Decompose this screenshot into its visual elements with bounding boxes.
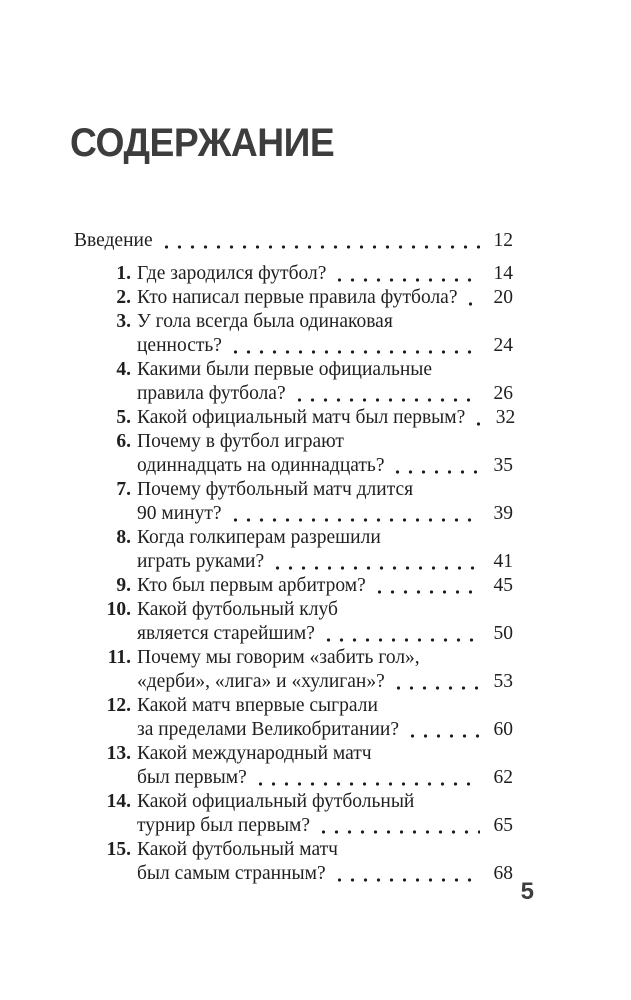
toc-entry-page-number: 24 — [493, 335, 513, 356]
toc-entry-line — [137, 742, 513, 766]
toc-entry-line — [137, 718, 513, 742]
toc-entry-body — [137, 574, 513, 598]
toc-entry-text: правила футбола? — [137, 383, 286, 404]
toc-entry-line — [137, 598, 513, 622]
toc-entry-number: 7. — [116, 479, 131, 500]
toc-entry — [74, 742, 513, 790]
dot-leader — [472, 422, 482, 426]
toc-entry-text: был первым? — [137, 767, 247, 788]
toc-entry-text: «дерби», «лига» и «хулиган»? — [137, 671, 385, 692]
toc-entry — [74, 526, 513, 574]
toc-entry-body — [137, 310, 513, 358]
toc-entry-number: 1. — [116, 263, 131, 284]
toc-entry-page-number: 62 — [493, 767, 513, 788]
toc-entry-body — [137, 430, 513, 478]
toc-entry-number: 5. — [116, 407, 131, 428]
toc-entry-number: 15. — [106, 839, 131, 860]
toc-entry — [74, 430, 513, 478]
toc-entry-line — [137, 358, 513, 382]
toc-entry-number: 3. — [116, 311, 131, 332]
dot-leader — [271, 566, 480, 570]
toc-entry-text: играть руками? — [137, 551, 265, 572]
toc-entry — [74, 646, 513, 694]
toc-entry-page-number: 14 — [493, 263, 513, 284]
toc-entry-body — [137, 646, 513, 694]
toc-entry-body — [137, 598, 513, 646]
dot-leader — [254, 782, 480, 786]
toc-entry-text: является старейшим? — [137, 623, 315, 644]
toc-entry-text: Какой международный матч — [137, 743, 372, 764]
toc-entry-number: 14. — [106, 791, 131, 812]
toc-entry-line — [137, 334, 513, 358]
dot-leader — [317, 830, 480, 834]
toc-entry-line — [137, 622, 513, 646]
dot-leader — [373, 590, 480, 594]
toc-entry-body — [137, 478, 513, 526]
toc-entry-line — [137, 646, 513, 670]
dot-leader — [229, 350, 480, 354]
toc-entry-line — [137, 814, 513, 838]
dot-leader — [229, 518, 480, 522]
toc-entry-page-number: 65 — [493, 815, 513, 836]
toc-entry-text: Какой официальный футбольный — [137, 791, 415, 812]
toc-entry-body — [137, 262, 513, 286]
toc-entry-line — [137, 526, 513, 550]
toc-entry-body — [137, 790, 513, 838]
toc-entry — [74, 286, 513, 310]
dot-leader — [391, 470, 480, 474]
dot-leader — [333, 278, 480, 282]
toc-entry-text: Кто был первым арбитром? — [137, 575, 366, 596]
toc-entry — [74, 694, 513, 742]
toc-entry-line — [137, 766, 513, 790]
toc-entries — [74, 262, 516, 886]
toc-entry-text: турнир был первым? — [137, 815, 311, 836]
toc-entry-page-number: 45 — [493, 575, 513, 596]
toc-entry-line — [137, 478, 513, 502]
dot-leader — [160, 245, 480, 249]
toc-entry-line — [137, 790, 513, 814]
toc-entry-page-number: 50 — [493, 623, 513, 644]
dot-leader — [333, 878, 480, 882]
toc-intro-page-number: 12 — [493, 230, 513, 251]
toc-entry-line — [137, 550, 513, 574]
toc-entry-line — [137, 862, 513, 886]
toc-entry-body — [137, 286, 513, 310]
toc-entry-text: Где зародился футбол? — [137, 263, 327, 284]
dot-leader — [464, 302, 480, 306]
toc-entry-body — [137, 526, 513, 574]
toc-entry-number: 9. — [116, 575, 131, 596]
toc-entry-number: 12. — [106, 695, 131, 716]
toc-entry-page-number: 53 — [493, 671, 513, 692]
toc-entry-text: Почему в футбол играют — [137, 431, 344, 452]
toc-entry-number: 2. — [116, 287, 131, 308]
toc-entry — [74, 358, 513, 406]
toc-intro-label: Введение — [74, 230, 153, 251]
toc-entry-page-number: 39 — [493, 503, 513, 524]
toc-entry-page-number: 26 — [493, 383, 513, 404]
toc-entry-text: Какой футбольный матч — [137, 839, 338, 860]
toc-entry-text: Почему мы говорим «забить гол», — [137, 647, 420, 668]
toc-entry-text: был самым странным? — [137, 863, 326, 884]
toc-entry-line — [137, 286, 513, 310]
toc-entry-text: Какой футбольный клуб — [137, 599, 338, 620]
toc-entry-number: 11. — [107, 647, 131, 668]
toc-entry-line — [137, 838, 513, 862]
toc-entry-text: Кто написал первые правила футбола? — [137, 287, 458, 308]
toc-entry-text: Когда голкиперам разрешили — [137, 527, 381, 548]
toc-entry-line — [137, 406, 516, 430]
page-title: СОДЕРЖАНИЕ — [70, 121, 335, 165]
toc-entry-line — [137, 382, 513, 406]
toc-entry-text: ценность? — [137, 335, 222, 356]
toc-entry-line — [137, 430, 513, 454]
toc-entry-number: 8. — [116, 527, 131, 548]
toc-entry-body — [137, 838, 513, 886]
toc-entry-line — [137, 310, 513, 334]
toc-entry-text: за пределами Великобритании? — [137, 719, 399, 740]
toc-entry-text: Какой матч впервые сыграли — [137, 695, 378, 716]
toc-entry-page-number: 68 — [493, 863, 513, 884]
toc-entry-line — [137, 670, 513, 694]
toc-entry-number: 4. — [116, 359, 131, 380]
toc-entry — [74, 310, 513, 358]
dot-leader — [392, 686, 480, 690]
toc-intro-row — [74, 229, 513, 253]
toc-entry-page-number: 20 — [493, 287, 513, 308]
toc-entry-body — [137, 406, 516, 430]
toc-entry-text: одиннадцать на одиннадцать? — [137, 455, 385, 476]
toc-entry-text: Какой официальный матч был первым? — [137, 407, 466, 428]
dot-leader — [322, 638, 480, 642]
toc-entry-body — [137, 358, 513, 406]
toc-entry-text: У гола всегда была одинаковая — [137, 311, 393, 332]
toc-entry — [74, 478, 513, 526]
toc-entry-line — [137, 694, 513, 718]
dot-leader — [406, 734, 480, 738]
toc-entry — [74, 838, 513, 886]
toc-entry-line — [137, 574, 513, 598]
toc-entry-line — [137, 454, 513, 478]
toc-entry-text: Какими были первые официальные — [137, 359, 433, 380]
toc-entry-text: Почему футбольный матч длится — [137, 479, 414, 500]
toc-entry-page-number: 41 — [493, 551, 513, 572]
table-of-contents — [74, 229, 516, 886]
toc-entry-page-number: 32 — [495, 407, 516, 428]
toc-entry-body — [137, 694, 513, 742]
toc-entry — [74, 790, 513, 838]
toc-entry-body — [137, 742, 513, 790]
toc-entry-text: 90 минут? — [137, 503, 222, 524]
toc-entry-page-number: 60 — [493, 719, 513, 740]
toc-entry — [74, 262, 513, 286]
toc-entry-number: 13. — [106, 743, 131, 764]
toc-entry-number: 10. — [106, 599, 131, 620]
toc-entry — [74, 574, 513, 598]
page-number-folio: 5 — [520, 878, 534, 905]
toc-entry — [74, 598, 513, 646]
dot-leader — [293, 398, 480, 402]
toc-entry-line — [137, 262, 513, 286]
toc-entry-line — [137, 502, 513, 526]
toc-entry-page-number: 35 — [493, 455, 513, 476]
toc-entry — [74, 406, 516, 430]
toc-entry-number: 6. — [116, 431, 131, 452]
